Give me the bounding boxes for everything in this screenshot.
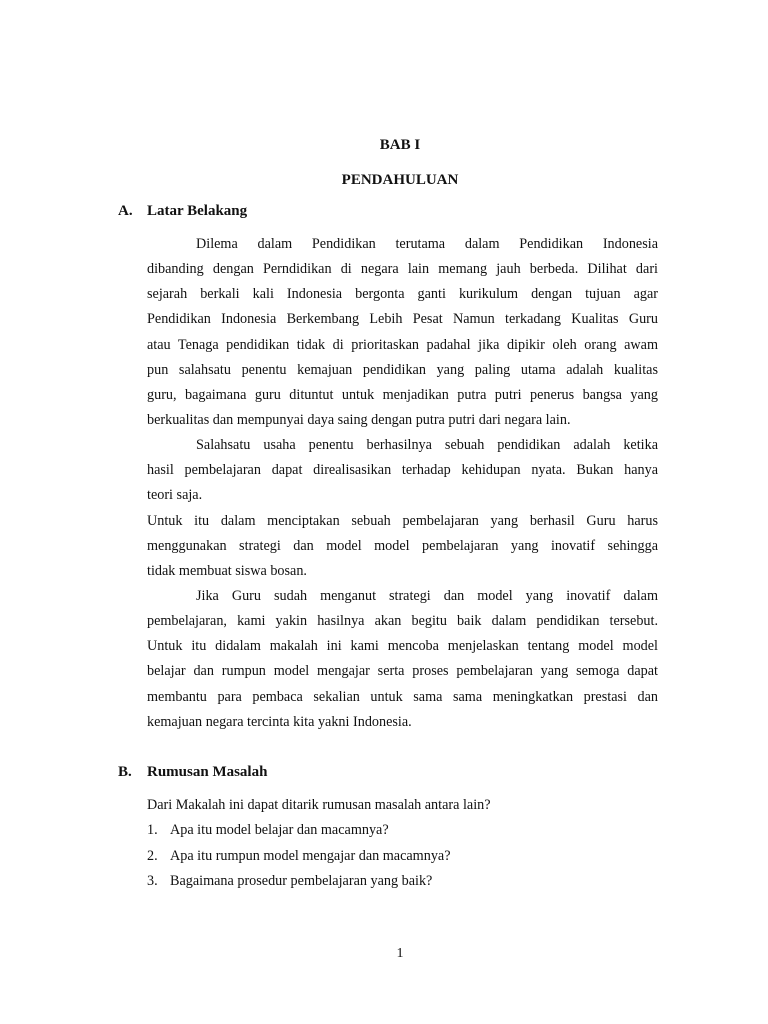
list-item [147,844,451,870]
paragraph-line: teori saja. [147,487,203,504]
list-item-number: 2. [147,847,158,864]
list-item-text: Bagaimana prosedur pembelajaran yang baik? [170,873,433,889]
paragraph-line: pun salahsatu penentu kemajuan pendidikan yang paling utama adalah kualitas [147,361,658,378]
paragraph-line: hasil pembelajaran dapat direalisasikan terhadap kehidupan nyata. Bukan hanya [147,462,658,479]
paragraph-line: berkualitas dan mempunyai daya saing dengan putra putri dari negara lain. [147,411,571,428]
problem-list [147,818,451,895]
section-b-heading [118,764,267,781]
paragraph-line: guru, bagaimana guru dituntut untuk menjadikan putra putri penerus bangsa yang [147,386,658,403]
paragraph-line: membantu para pembaca sekalian untuk sama sama meningkatkan prestasi dan [147,688,658,705]
list-item-text: Apa itu rumpun model mengajar dan macamnya? [170,847,451,864]
paragraph-line: Untuk itu didalam makalah ini kami mencoba menjelaskan tentang model model [147,638,658,655]
paragraph-line: sejarah berkali kali Indonesia bergonta ganti kurikulum dengan tujuan agar [147,286,658,303]
section-a-body [147,232,658,735]
section-b-intro: Dari Makalah ini dapat ditarik rumusan masalah antara lain? [147,797,491,813]
section-b-number: B. [118,764,132,780]
paragraph-line: dibanding dengan Perndidikan di negara lain memang jauh berbeda. Dilihat dari [147,261,658,278]
section-a-title: Latar Belakang [147,203,248,219]
chapter-title: PENDAHULUAN [341,172,459,188]
paragraph-line: Jika Guru sudah menganut strategi dan model yang inovatif dalam [196,587,658,604]
list-item [147,818,451,844]
list-item-number: 3. [147,873,158,889]
paragraph-line: pembelajaran, kami yakin hasilnya akan begitu baik dalam pendidikan tersebut. [147,613,658,630]
list-item-number: 1. [147,822,158,838]
paragraph-line: kemajuan negara tercinta kita yakni Indonesia. [147,713,412,730]
paragraph-line: Dilema dalam Pendidikan terutama dalam Pendidikan Indonesia [196,236,658,252]
paragraph-line: atau Tenaga pendidikan tidak di prioritaskan padahal jika dipikir oleh orang awam [147,336,658,353]
section-a-number: A. [118,203,133,219]
chapter-label: BAB I [379,137,421,153]
paragraph-line: Pendidikan Indonesia Berkembang Lebih Pesat Namun terkadang Kualitas Guru [147,311,658,328]
paragraph-line: Untuk itu dalam menciptakan sebuah pembelajaran yang berhasil Guru harus [147,512,658,529]
paragraph-line: belajar dan rumpun model mengajar serta proses pembelajaran yang semoga dapat [147,663,658,680]
paragraph-line: Salahsatu usaha penentu berhasilnya sebuah pendidikan adalah ketika [196,437,658,454]
list-item-text: Apa itu model belajar dan macamnya? [170,822,389,838]
page-number: 1 [396,946,404,961]
paragraph-line: tidak membuat siswa bosan. [147,562,307,579]
section-b-title: Rumusan Masalah [147,764,268,780]
paragraph-line: menggunakan strategi dan model model pembelajaran yang inovatif sehingga [147,537,658,554]
list-item [147,869,451,895]
section-a-heading [118,203,247,220]
